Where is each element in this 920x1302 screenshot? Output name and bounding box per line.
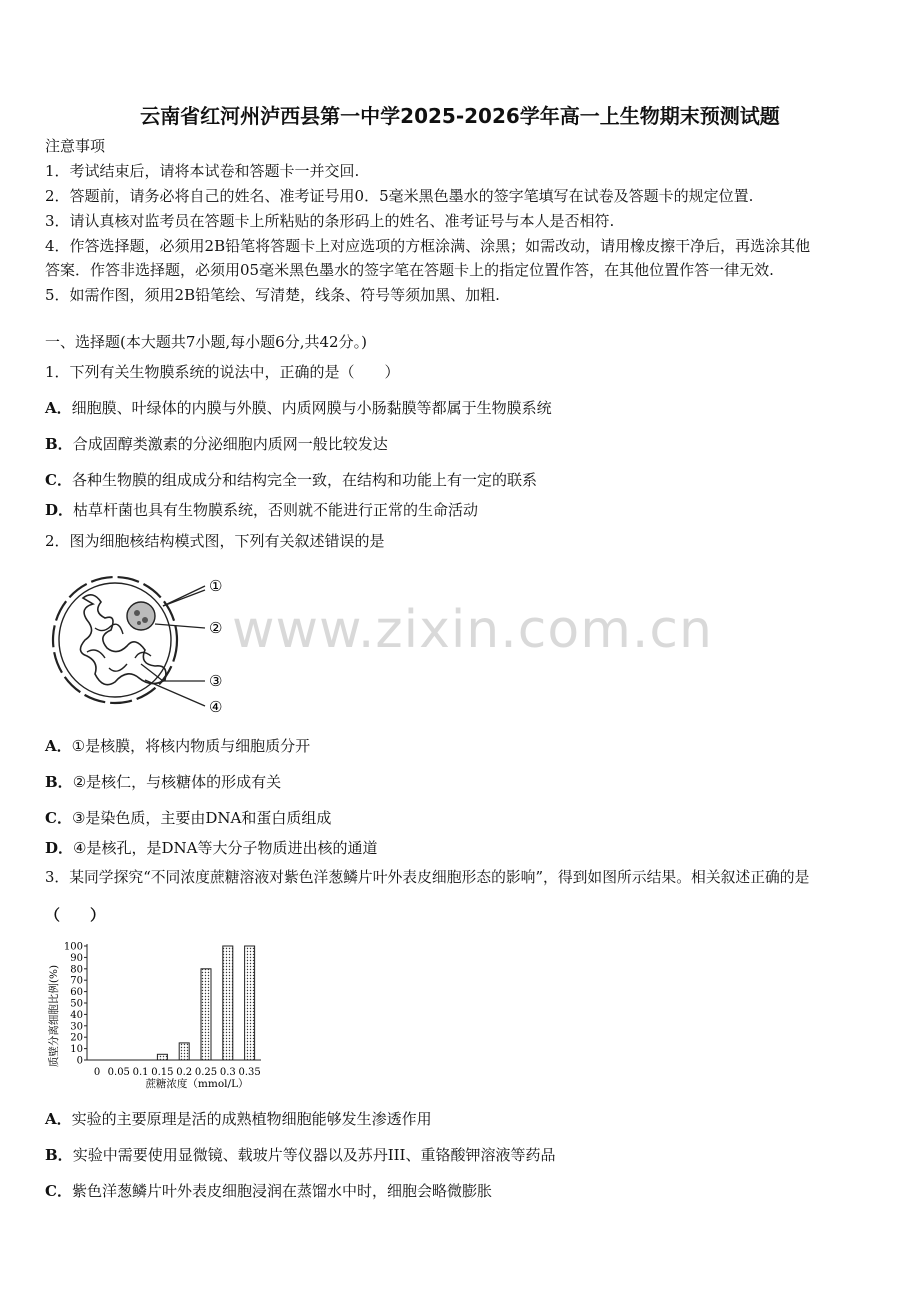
q2-option-b: B．②是核仁，与核糖体的形成有关 — [45, 773, 282, 791]
x-axis-label: 蔗糖浓度（mmol/L） — [145, 1078, 249, 1090]
q3-option-b: B．实验中需要使用显微镜、载玻片等仪器以及苏丹III、重铬酸钾溶液等药品 — [45, 1146, 556, 1164]
marker-2: ② — [209, 619, 223, 637]
y-tick-label: 30 — [70, 1021, 83, 1033]
answer-paren: （ ） — [45, 906, 106, 924]
q2-option-c: C．③是染色质，主要由DNA和蛋白质组成 — [45, 809, 332, 827]
x-tick-label: 0.25 — [194, 1067, 218, 1078]
y-tick-label: 50 — [70, 998, 83, 1010]
x-tick-label: 0.3 — [219, 1067, 236, 1078]
x-tick-label: 0.35 — [238, 1067, 261, 1078]
q1-option-b: B．合成固醇类激素的分泌细胞内质网一般比较发达 — [45, 435, 388, 453]
y-tick-label: 80 — [70, 964, 83, 976]
y-axis-label: 质壁分离细胞比例(%) — [48, 964, 60, 1068]
marker-4: ④ — [209, 698, 223, 716]
y-tick-label: 60 — [70, 987, 83, 999]
bar — [223, 946, 233, 1060]
document-title: 云南省红河州泸西县第一中学2025-2026学年高一上生物期末预测试题 — [140, 104, 780, 128]
sucrose-bar-chart — [45, 938, 275, 1094]
marker-1: ① — [209, 577, 223, 595]
watermark: www.zixin.com.cn — [232, 600, 713, 660]
x-tick-label: 0 — [93, 1067, 101, 1078]
y-tick-label: 40 — [70, 1009, 83, 1021]
y-tick-label: 0 — [76, 1055, 83, 1067]
q3-option-c: C．紫色洋葱鳞片叶外表皮细胞浸润在蒸馏水中时，细胞会略微膨胀 — [45, 1182, 492, 1200]
question-3-stem: 3．某同学探究“不同浓度蔗糖溶液对紫色洋葱鳞片叶外表皮细胞形态的影响”，得到如图所示结果。相关叙述正确的是 — [45, 869, 810, 886]
notice-heading: 注意事项 — [45, 137, 106, 155]
notice-line: 4．作答选择题，必须用2B铅笔将答题卡上对应选项的方框涂满、涂黑；如需改动，请用橡皮擦干净后，再选涂其他 — [45, 237, 811, 255]
bar — [157, 1054, 167, 1060]
y-tick-label: 20 — [70, 1032, 83, 1044]
section-heading: 一、选择题(本大题共7小题,每小题6分,共42分。) — [45, 333, 367, 351]
bar — [179, 1043, 189, 1060]
q1-option-a: A．细胞膜、叶绿体的内膜与外膜、内质网膜与小肠黏膜等都属于生物膜系统 — [45, 399, 552, 417]
notice-line: 答案．作答非选择题，必须用05毫米黑色墨水的签字笔在答题卡上的指定位置作答，在其他位置作答一律无效. — [45, 261, 774, 279]
x-tick-label: 0.1 — [132, 1067, 149, 1078]
y-tick-label: 100 — [63, 941, 83, 953]
notice-line: 2．答题前，请务必将自己的姓名、准考证号用0．5毫米黑色墨水的签字笔填写在试卷及答题卡的规定位置. — [45, 187, 754, 205]
bar — [201, 969, 211, 1060]
x-tick-label: 0.15 — [151, 1067, 174, 1078]
notice-line: 5．如需作图，须用2B铅笔绘、写清楚，线条、符号等须加黑、加粗. — [45, 286, 500, 304]
x-tick-label: 0.2 — [176, 1067, 193, 1078]
y-tick-label: 90 — [70, 952, 83, 964]
marker-3: ③ — [209, 672, 223, 690]
bar — [245, 946, 255, 1060]
question-1-stem: 1．下列有关生物膜系统的说法中，正确的是（ ） — [45, 363, 400, 381]
question-2-stem: 2．图为细胞核结构模式图，下列有关叙述错误的是 — [45, 532, 385, 550]
q1-option-c: C．各种生物膜的组成成分和结构完全一致，在结构和功能上有一定的联系 — [45, 471, 537, 489]
q1-option-d: D．枯草杆菌也具有生物膜系统，否则就不能进行正常的生命活动 — [45, 501, 479, 519]
nucleus-diagram — [45, 568, 245, 720]
x-tick-label: 0.05 — [107, 1067, 130, 1078]
y-tick-label: 70 — [70, 975, 83, 987]
notice-line: 1．考试结束后，请将本试卷和答题卡一并交回. — [45, 162, 360, 180]
notice-line: 3．请认真核对监考员在答题卡上所粘贴的条形码上的姓名、准考证号与本人是否相符. — [45, 212, 615, 230]
y-tick-label: 10 — [70, 1044, 83, 1056]
q3-option-a: A．实验的主要原理是活的成熟植物细胞能够发生渗透作用 — [45, 1110, 432, 1128]
q2-option-d: D．④是核孔，是DNA等大分子物质进出核的通道 — [45, 839, 378, 857]
q2-option-a: A．①是核膜，将核内物质与细胞质分开 — [45, 737, 311, 755]
